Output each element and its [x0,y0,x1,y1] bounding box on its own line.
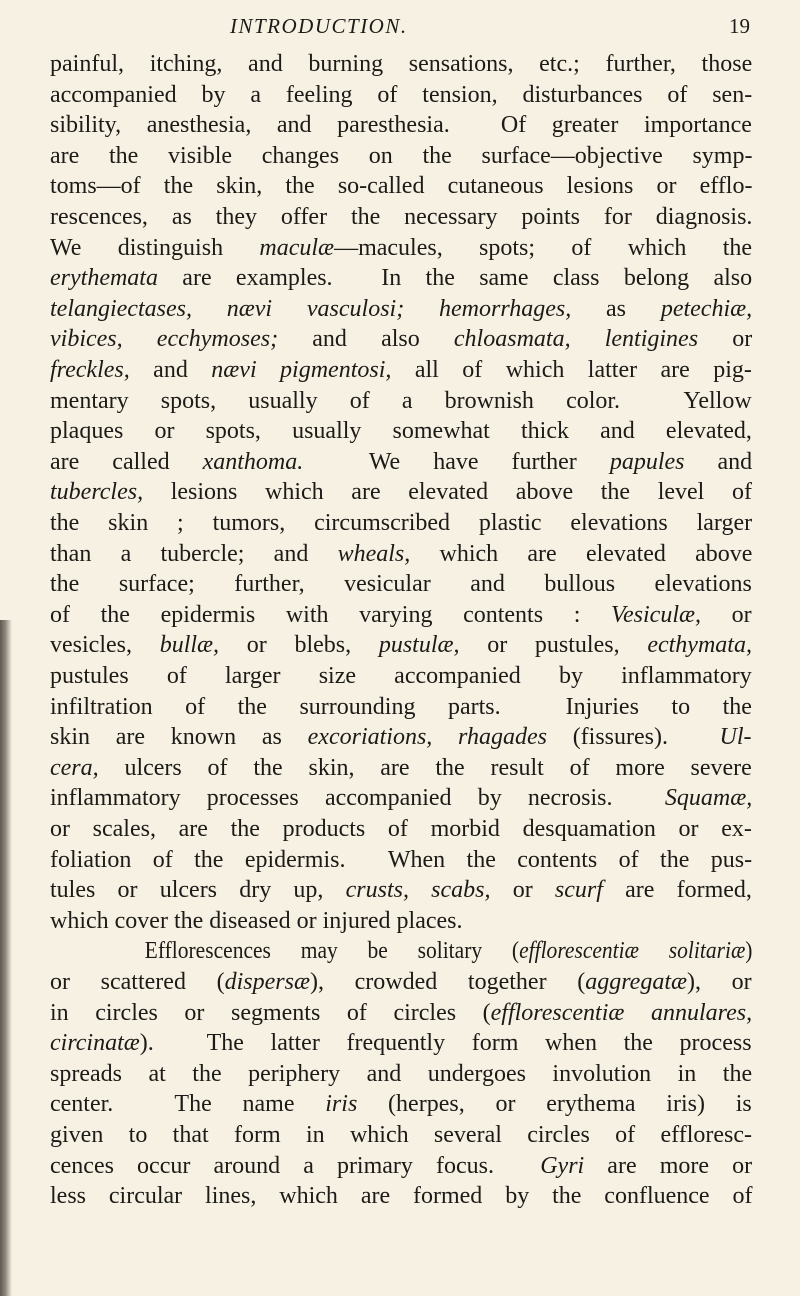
text-run: or [701,601,752,628]
italic-term: bullæ, [159,632,220,659]
text-line [50,632,752,658]
italic-term: pustulæ, [378,632,460,659]
text-run: or scales, are the products of morbid desquamation or ex- [50,816,752,842]
text-run: or [698,326,753,353]
text-line [50,265,752,291]
text-run: are more or [584,1152,753,1179]
italic-term: efflorescentiæ annulares, [490,999,753,1026]
text-line [50,51,752,77]
text-run: in circles or segments of circles ( [50,999,491,1026]
text-line [50,173,752,199]
running-head [230,8,750,48]
text-line [50,449,752,475]
italic-term: chloasmata, lentigines [453,326,699,353]
text-run: pustules of larger size accompanied by inflammatory [50,663,752,689]
text-line [50,602,752,628]
italic-term: wheals, [337,540,411,567]
text-run: accompanied by a feeling of tension, disturbances of sen- [50,81,753,108]
italic-term: Gyri [540,1152,585,1179]
italic-term: telangiectases, nævi vasculosi; hemorrhages, [50,295,572,322]
text-run: are formed, [602,877,752,904]
text-run: the skin ; tumors, circumscribed plastic elevations larger [50,510,753,536]
text-run: painful, itching, and burning sensations, etc.; further, those [50,51,753,77]
italic-term: cera, [50,754,99,781]
text-run: which are elevated above [410,540,753,567]
text-run: —macules, spots; of which the [334,234,753,261]
italic-term: crusts, scabs, [345,877,491,904]
italic-term: papules [609,448,685,475]
italic-term: excoriations, rhagades [307,724,547,751]
text-run: tules or ulcers dry up, [50,877,346,904]
italic-term: circinatæ [50,1030,140,1057]
text-run: We have further [303,448,610,475]
text-run: skin are known as [50,724,308,751]
italic-term: Squamæ, [664,785,753,812]
text-run: sibility, anesthesia, and paresthesia. Of greater importance [50,112,752,139]
text-run: We distinguish [50,234,260,261]
text-run: are examples. In the same class belong also [157,265,753,292]
text-line [50,204,752,230]
text-line [50,296,752,322]
text-run: ), or [687,969,752,995]
text-run: inflammatory processes accompanied by necrosis. [50,785,665,812]
italic-term: Ul- [719,724,752,751]
italic-term: xanthoma. [202,448,304,475]
italic-term: iris [325,1091,358,1118]
text-run: and [684,448,753,475]
text-line [50,510,752,536]
binding-shadow [0,620,12,1296]
text-run: ulcers of the skin, are the result of more severe [98,754,752,781]
text-line [50,755,752,781]
italic-term: vibices, ecchymoses; [50,326,279,353]
text-run: and also [278,326,454,353]
text-run: given to that form in which several circles of effloresc- [50,1122,752,1148]
italic-term: nævi pigmentosi, [211,357,392,383]
text-line [50,357,752,383]
text-run: rescences, as they offer the necessary points for diagnosis. [50,204,753,230]
text-run: mentary spots, usually of a brownish color. Yellow [50,387,752,414]
italic-term: Vesiculæ, [611,601,701,628]
text-run: than a tubercle; and [50,540,338,567]
text-run: or pustules, [459,632,648,659]
page-number: 19 [729,14,750,38]
text-line [50,1061,752,1087]
text-line [50,112,752,138]
italic-term: erythemata [50,265,158,292]
text-line [50,724,752,750]
italic-term: dispersæ [224,969,310,995]
text-run: cences occur around a primary focus. [50,1152,541,1179]
text-run: center. The name [50,1091,326,1118]
text-line [50,816,752,842]
text-run: ) [745,938,753,965]
text-line [50,1153,752,1179]
text-run: as [571,295,661,322]
text-run: the surface; further, vesicular and bullous elevations [50,571,752,598]
text-run: all of which latter are pig- [391,357,752,383]
text-run: of the epidermis with varying contents : [50,601,611,628]
text-line [50,785,752,811]
text-run: foliation of the epidermis. When the contents of the pus- [50,846,753,873]
text-run: which cover the diseased or injured places. [50,907,463,934]
text-line [50,388,752,414]
text-run: (herpes, or erythema iris) is [357,1091,752,1118]
text-run: toms—of the skin, the so-called cutaneous lesions or efflo- [50,173,753,200]
text-line [50,663,752,689]
italic-term: tubercles, [50,479,144,506]
text-run: ). The latter frequently form when the process [139,1030,752,1057]
text-line [50,326,752,352]
text-run: plaques or spots, usually somewhat thick and elevated, [50,418,752,445]
text-line [50,479,752,505]
italic-term: efflorescentiæ solitariæ [519,938,746,965]
text-line [50,694,752,720]
text-line [50,1030,752,1056]
text-line [50,418,752,444]
text-run: Efflorescences may be solitary ( [50,938,520,965]
running-title: INTRODUCTION. [230,14,408,38]
text-line [50,571,752,597]
text-line [50,1000,752,1026]
text-line [50,938,752,964]
text-line [50,143,752,169]
text-run: or scattered ( [50,969,225,995]
text-line [50,908,463,934]
text-run: ), crowded together ( [309,969,586,995]
text-run: lesions which are elevated above the level of [143,479,752,506]
text-run: (fissures). [546,724,720,751]
text-line [50,541,752,567]
italic-term: freckles, [50,357,130,383]
text-line [50,847,752,873]
text-run: are called [50,448,203,475]
text-run: are the visible changes on the surface—objective symp- [50,142,753,169]
italic-term: maculæ [259,234,335,261]
text-line [50,1183,752,1209]
text-run: and [129,357,212,383]
text-run: vesicles, [50,632,160,659]
italic-term: ecthymata, [647,632,752,659]
text-line [50,877,752,903]
text-run: infiltration of the surrounding parts. Injuries to the [50,693,752,720]
text-line [50,235,752,261]
text-run: or [490,877,555,904]
italic-term: aggregatæ [585,969,688,995]
text-line [50,1091,752,1117]
italic-term: scurf [554,877,603,904]
text-run: spreads at the periphery and undergoes involution in the [50,1060,753,1087]
text-line [50,969,752,995]
text-run: or blebs, [219,632,379,659]
text-line [50,1122,752,1148]
italic-term: petechiæ, [660,295,753,322]
text-line [50,82,752,108]
text-run: less circular lines, which are formed by the confluence of [50,1183,753,1210]
